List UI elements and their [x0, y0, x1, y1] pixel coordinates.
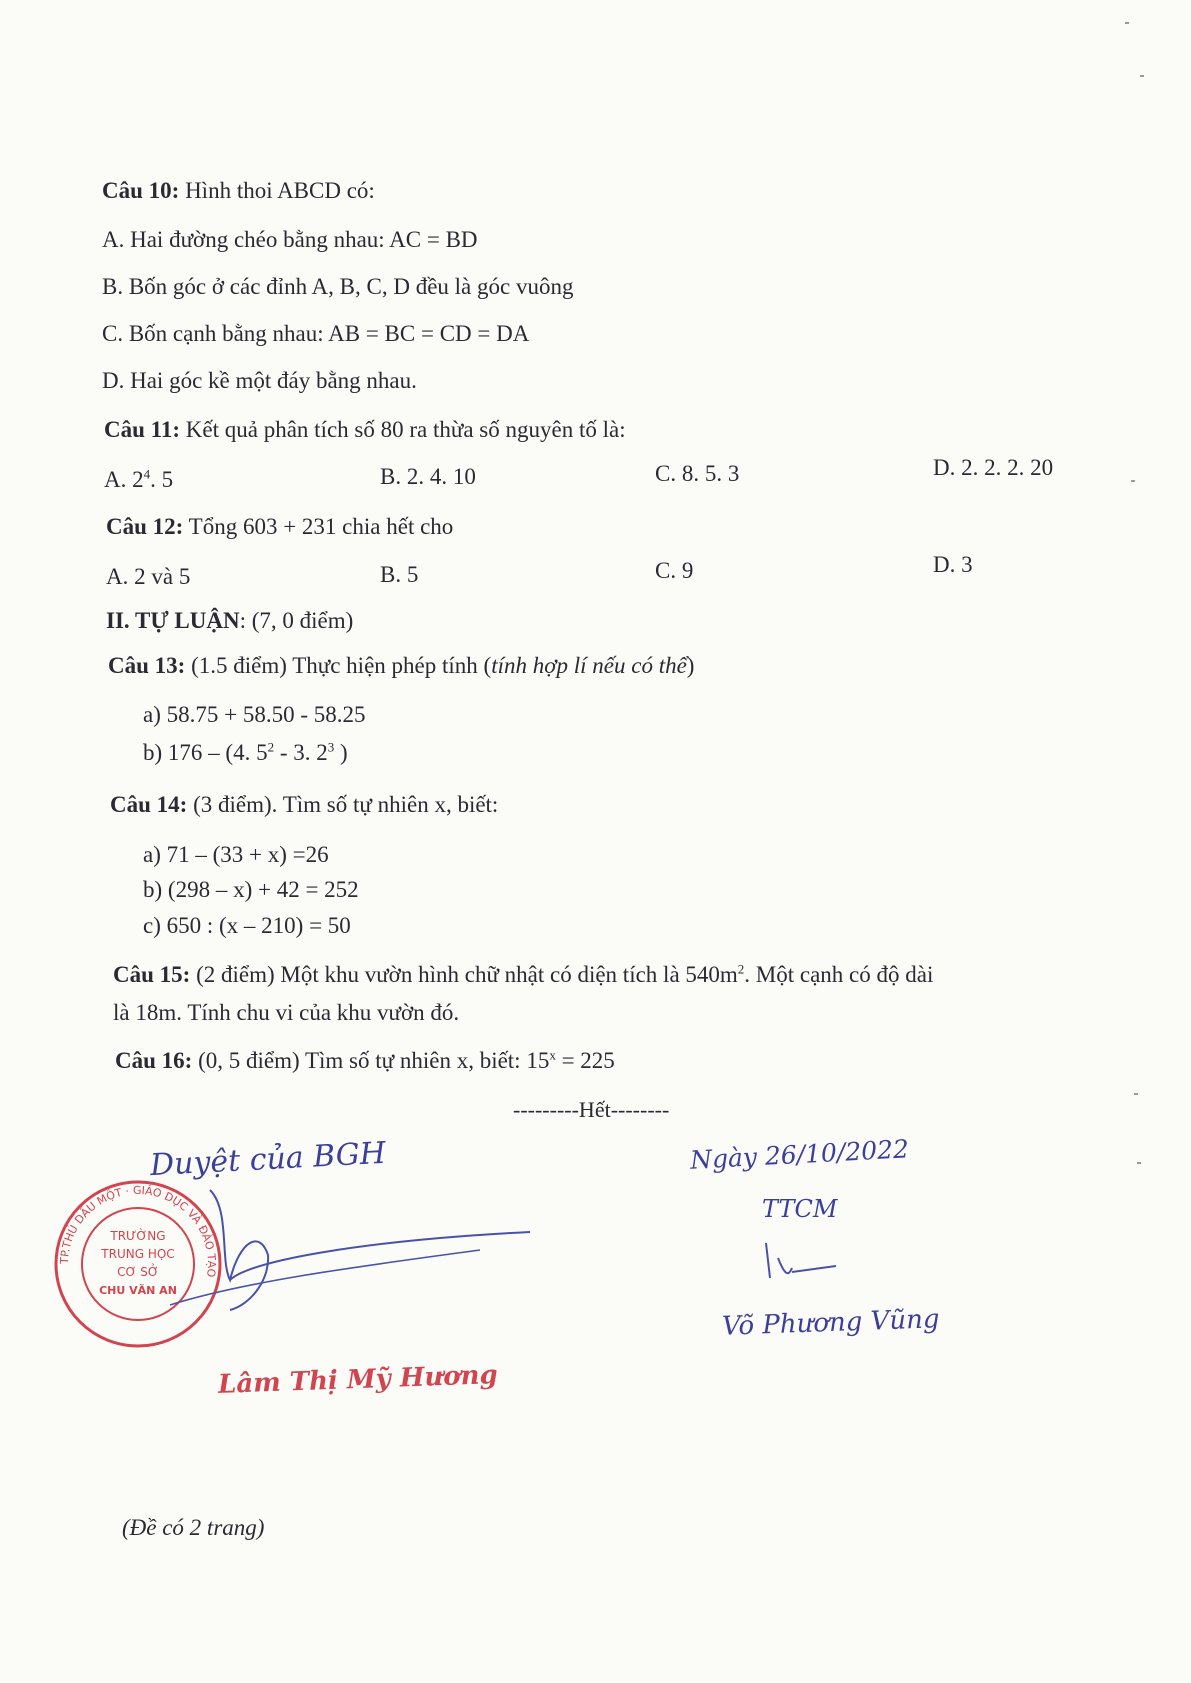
question-11 [104, 417, 626, 443]
svg-text:TRƯỜNG: TRƯỜNG [110, 1229, 166, 1243]
section-points: : (7, 0 điểm) [239, 608, 354, 633]
svg-text:TP.THỦ DẦU MỘT · GIÁO DỤC VÀ Đ: TP.THỦ DẦU MỘT · GIÁO DỤC VÀ ĐÀO TẠO [57, 1183, 219, 1278]
question-label: Câu 14: [110, 792, 188, 817]
question-12 [106, 514, 453, 540]
q14-part-b: b) (298 – x) + 42 = 252 [143, 877, 359, 902]
q13-part-a: a) 58.75 + 58.50 - 58.25 [143, 702, 366, 727]
q12-option-c: C. 9 [655, 558, 694, 583]
q11-option-b: B. 2. 4. 10 [380, 464, 476, 489]
q12-option-b: B. 5 [380, 562, 419, 587]
q10-option-a: A. Hai đường chéo bằng nhau: AC = BD [102, 227, 478, 252]
question-text: Kết quả phân tích số 80 ra thừa số nguyên tố là: [185, 417, 626, 442]
principal-name: Lâm Thị Mỹ Hương [217, 1360, 499, 1400]
q13-part-b: b) 176 – (4. $5^2 - 3$. $2^3$ ) [143, 739, 348, 765]
section-title: II. TỰ LUẬN [106, 608, 240, 633]
scan-mark [1137, 1162, 1141, 1164]
q10-option-d: D. Hai góc kề một đáy bằng nhau. [102, 368, 417, 393]
q10-option-b: B. Bốn góc ở các đỉnh A, B, C, D đều là góc vuông [102, 274, 574, 299]
author-signature [758, 1238, 858, 1288]
page-count-note: (Đề có 2 trang) [122, 1515, 265, 1540]
q14-part-c: c) 650 : (x – 210) = 50 [143, 913, 351, 938]
scan-mark [1131, 480, 1135, 482]
approval-note: Duyệt của BGH [149, 1135, 387, 1184]
q11-option-d: D. 2. 2. 2. 20 [933, 455, 1054, 480]
question-label: Câu 16: [115, 1048, 193, 1073]
question-15: Câu 15: (2 điểm) Một khu vườn hình chữ nhật có diện tích là $540m^2$. Một cạnh có độ dài [113, 961, 934, 987]
question-label: Câu 12: [106, 514, 184, 539]
q14-part-a: a) 71 – (33 + x) =26 [143, 842, 329, 867]
question-text: Tổng 603 + 231 chia hết cho [188, 514, 454, 539]
q11-option-a: A. $2^4$. 5 [104, 466, 174, 492]
question-10 [102, 178, 375, 204]
question-label: Câu 10: [102, 178, 180, 203]
question-label: Câu 15: [113, 962, 191, 987]
question-label: Câu 11: [104, 417, 181, 442]
question-14 [110, 792, 498, 818]
q12-option-d: D. 3 [933, 552, 973, 577]
svg-text:CƠ SỞ: CƠ SỞ [117, 1265, 159, 1279]
scan-mark [1140, 75, 1144, 77]
date-note: Ngày 26/10/2022 [689, 1134, 910, 1175]
question-13: Câu 13: (1.5 điểm) Thực hiện phép tính (tính hợp lí nếu có thể) [108, 653, 695, 678]
q11-option-c: C. 8. 5. 3 [655, 461, 740, 486]
author-name: Võ Phương Vũng [721, 1304, 940, 1342]
q12-option-a: A. 2 và 5 [106, 564, 191, 589]
principal-signature [150, 1170, 550, 1320]
scan-mark [1134, 1093, 1138, 1095]
section-heading [106, 608, 353, 634]
question-text: (3 điểm). Tìm số tự nhiên x, biết: [193, 792, 499, 817]
author-role: TTCM [762, 1195, 838, 1223]
scan-mark [1125, 22, 1129, 24]
question-label: Câu 13: [108, 653, 186, 678]
svg-text:TRUNG HỌC: TRUNG HỌC [101, 1247, 175, 1261]
question-16: Câu 16: (0, 5 điểm) Tìm số tự nhiên x, biết: $15^x = 225$ [115, 1047, 615, 1073]
question-text: Hình thoi ABCD có: [185, 178, 375, 203]
q15-line-2: là 18m. Tính chu vi của khu vườn đó. [113, 1000, 460, 1025]
end-marker: ---------Hết-------- [513, 1097, 670, 1122]
svg-text:CHU VĂN AN: CHU VĂN AN [99, 1284, 177, 1297]
q10-option-c: C. Bốn cạnh bằng nhau: AB = BC = CD = DA [102, 321, 530, 346]
